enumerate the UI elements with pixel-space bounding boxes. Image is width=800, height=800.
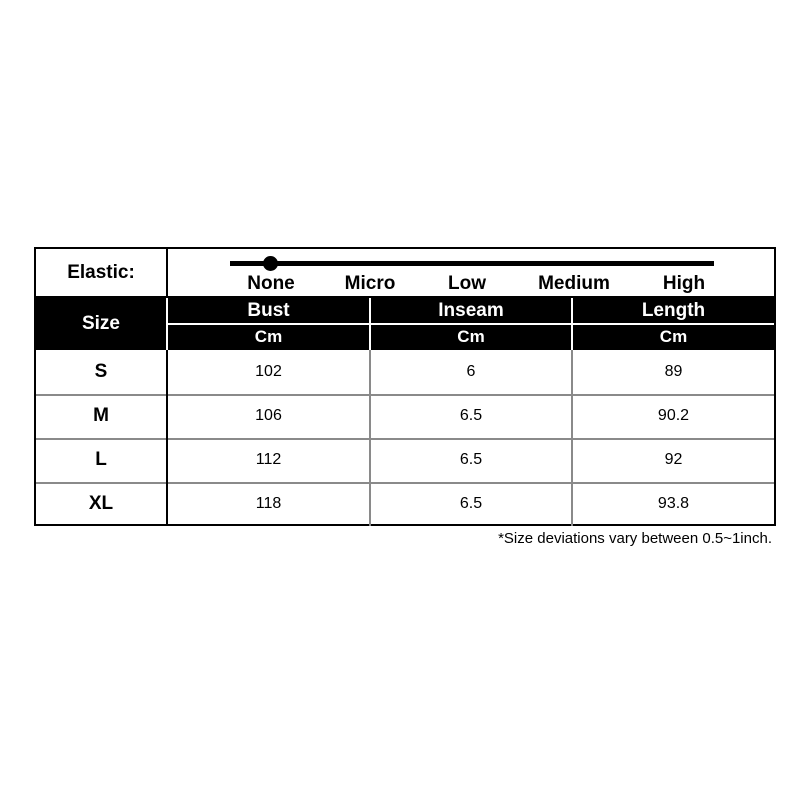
column-divider — [369, 350, 371, 526]
column-unit: Cm — [659, 327, 688, 346]
elastic-selected-marker — [263, 256, 278, 271]
length-cell: 92 — [664, 451, 683, 468]
elastic-label: Elastic: — [36, 249, 168, 296]
size-cell: M — [93, 405, 109, 426]
column-unit: Cm — [457, 327, 485, 346]
column-divider — [166, 350, 168, 526]
elastic-option-high: High — [662, 273, 706, 294]
elastic-option-low: Low — [448, 273, 486, 294]
size-column-header: Size — [81, 313, 121, 334]
column-divider — [571, 350, 573, 526]
inseam-cell: 6.5 — [459, 407, 483, 424]
length-cell: 93.8 — [657, 495, 690, 512]
inseam-column-header — [371, 298, 571, 350]
table-row — [36, 438, 774, 484]
length-cell: 89 — [664, 363, 683, 380]
elastic-row — [36, 249, 774, 298]
elastic-option-none: None — [247, 273, 295, 294]
table-header — [36, 298, 774, 350]
column-name: Inseam — [438, 300, 504, 321]
size-cell: S — [94, 361, 108, 382]
table-row — [36, 394, 774, 440]
length-column-header — [573, 298, 774, 350]
elastic-scale-line — [230, 261, 714, 266]
size-chart — [34, 247, 776, 526]
length-cell: 90.2 — [657, 407, 690, 424]
table-row — [36, 482, 774, 526]
bust-cell: 112 — [255, 451, 282, 468]
size-cell: XL — [88, 493, 114, 514]
table-row — [36, 350, 774, 396]
column-unit: Cm — [254, 327, 283, 346]
column-divider — [166, 249, 168, 298]
column-name: Length — [641, 300, 706, 321]
bust-cell: 102 — [255, 363, 282, 380]
bust-column-header — [168, 298, 369, 350]
inseam-cell: 6.5 — [459, 451, 483, 468]
size-deviation-note: *Size deviations vary between 0.5~1inch. — [498, 530, 772, 547]
inseam-cell: 6.5 — [459, 495, 483, 512]
elastic-option-micro: Micro — [344, 273, 396, 294]
inseam-cell: 6 — [466, 363, 476, 380]
bust-cell: 118 — [255, 495, 282, 512]
elastic-option-medium: Medium — [538, 273, 610, 294]
bust-cell: 106 — [255, 407, 282, 424]
size-cell: L — [95, 449, 107, 470]
column-name: Bust — [247, 300, 290, 321]
